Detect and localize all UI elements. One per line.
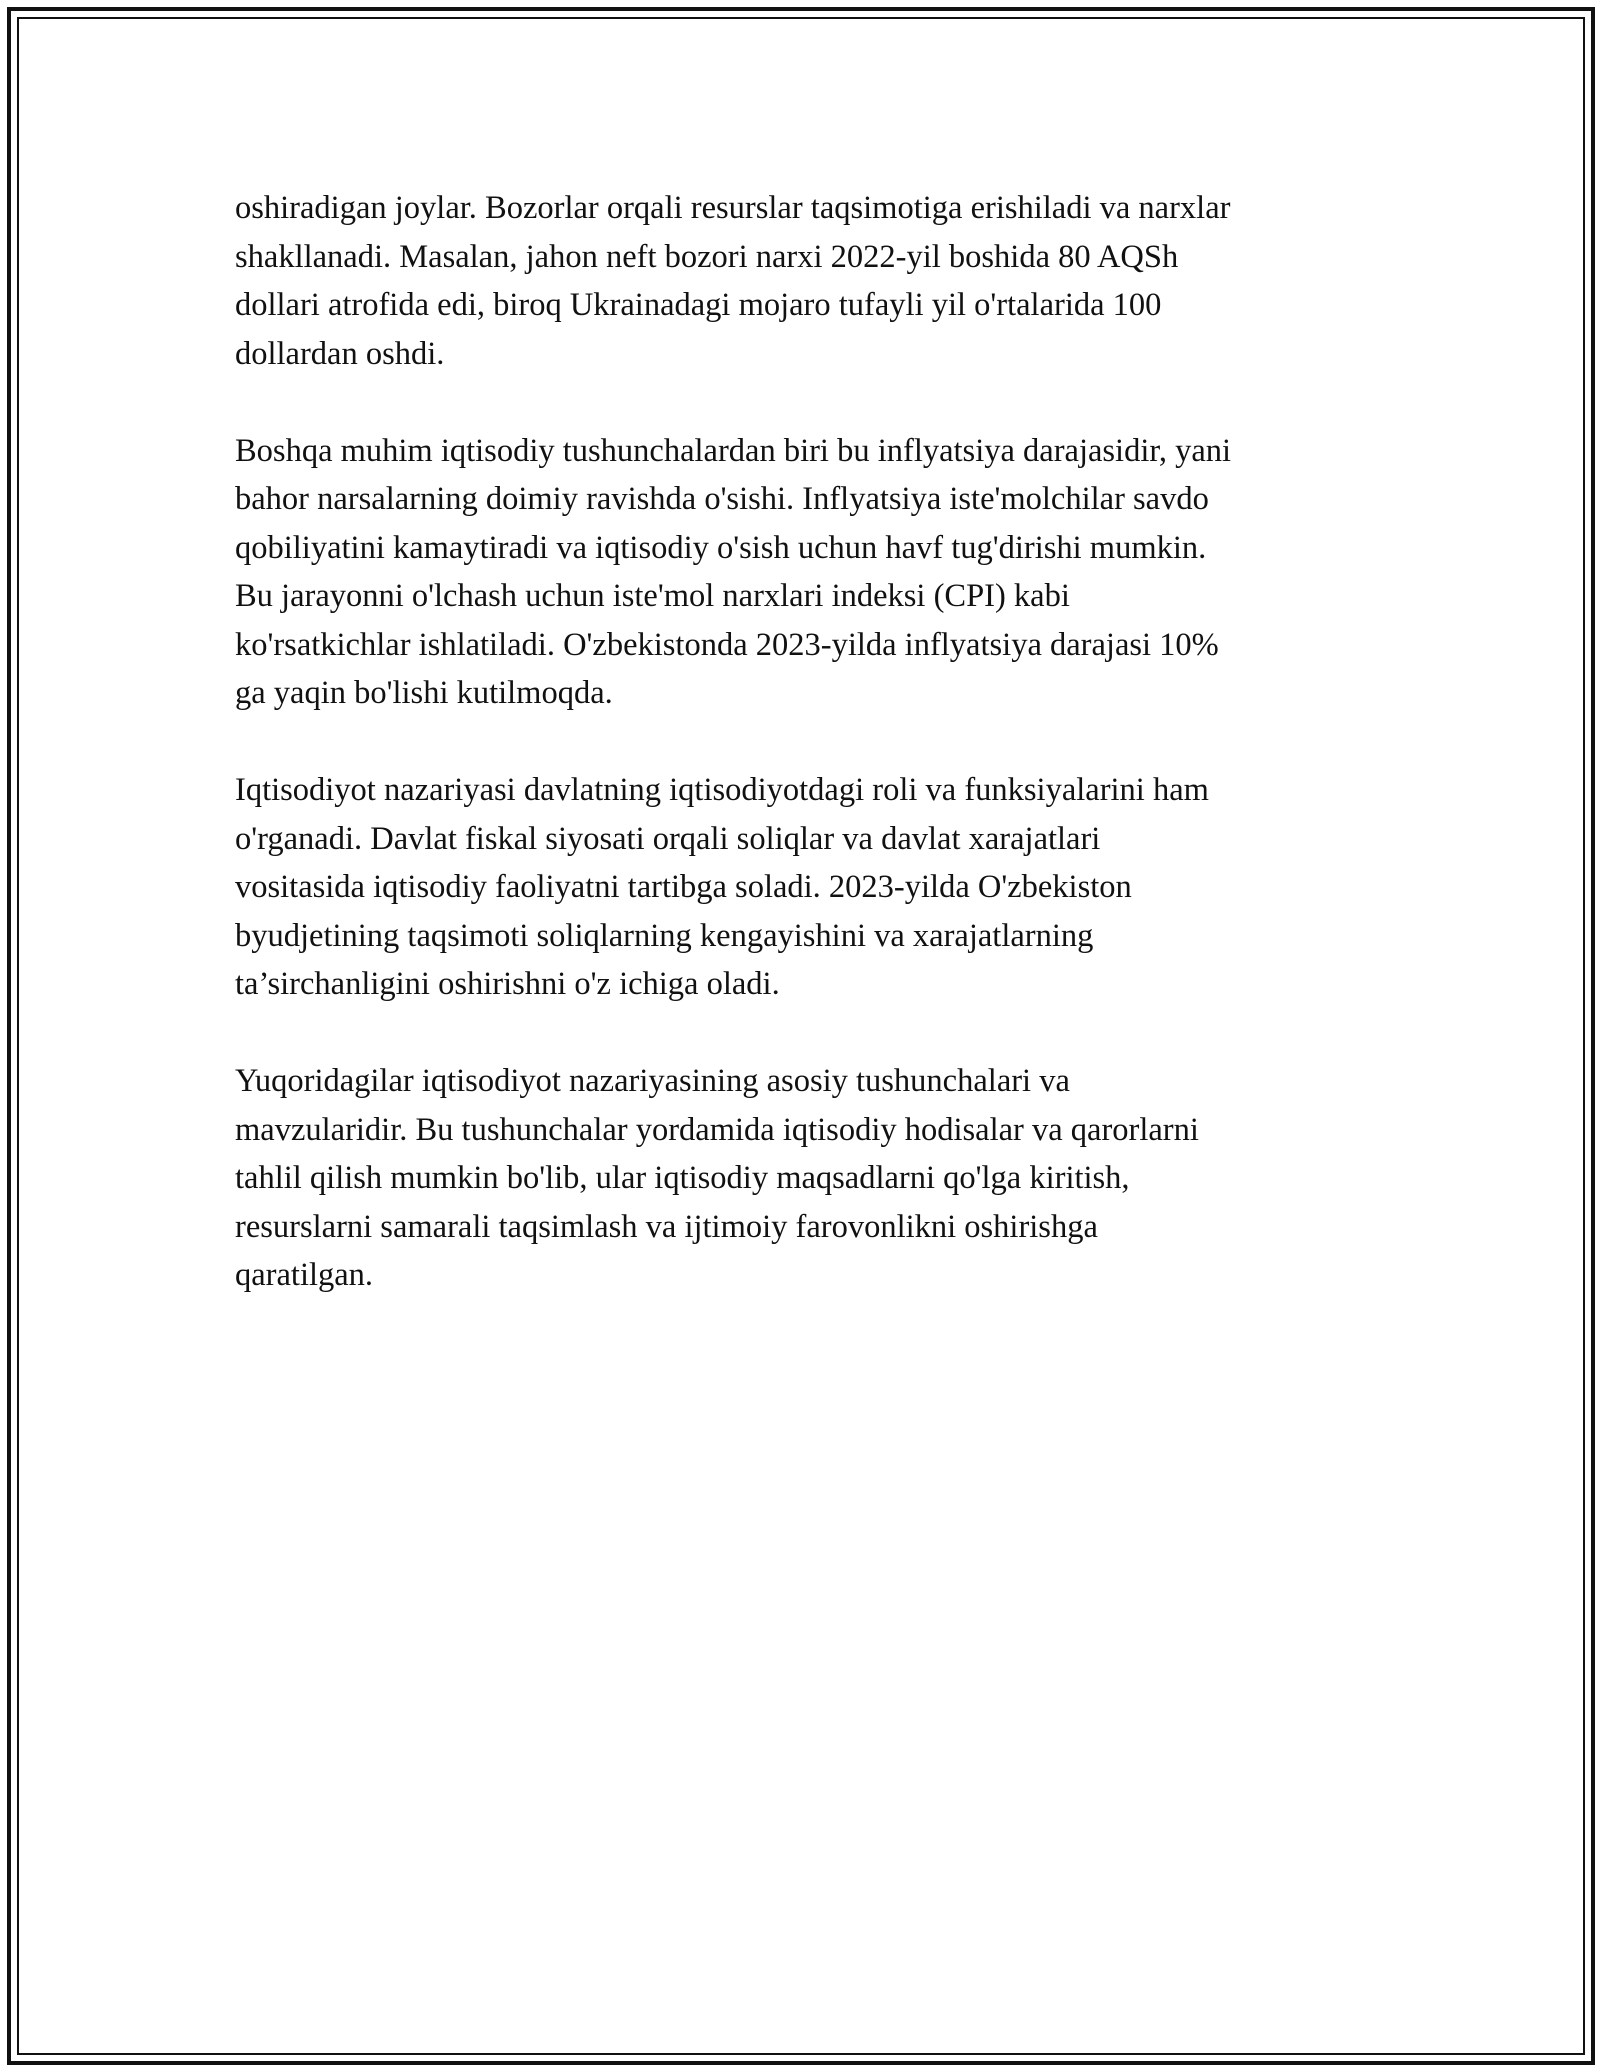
paragraph-fiscal-policy: Iqtisodiyot nazariyasi davlatning iqtisodiyotdagi roli va funksiyalarini ham o'rganadi. Davlat fiskal siyosati orqali soliqlar va davlat xarajatlari vositasida iqtisodiy faoliyatni tartibga soladi. 2023-yilda O'zbekiston byudjetining taqsimoti soliqlarning kengayishini va xarajatlarning ta’sirchanligini oshirishni o'z ichiga oladi. xyxy=(235,772,1209,1002)
paragraph-inflation: Boshqa muhim iqtisodiy tushunchalardan biri bu inflyatsiya darajasidir, yani bahor narsalarning doimiy ravishda o'sishi. Inflyatsiya iste'molchilar savdo qobiliyatini kamaytiradi va iqtisodiy o'sish uchun havf tug'dirishi mumkin. Bu jarayonni o'lchash uchun iste'mol narxlari indeksi (CPI) kabi ko'rsatkichlar ishlatiladi. O'zbekistonda 2023-yilda inflyatsiya darajasi 10% ga yaqin bo'lishi kutilmoqda. xyxy=(235,432,1232,711)
paragraph-markets: oshiradigan joylar. Bozorlar orqali resurslar taqsimotiga erishiladi va narxlar shakllanadi. Masalan, jahon neft bozori narxi 2022-yil boshida 80 AQSh dollari atrofida edi, biroq Ukrainadagi mojaro tufayli yil o'rtalarida 100 dollardan oshdi. xyxy=(235,190,1231,372)
paragraph-conclusion: Yuqoridagilar iqtisodiyot nazariyasining asosiy tushunchalari va mavzularidir. Bu tushunchalar yordamida iqtisodiy hodisalar va qarorlarni tahlil qilish mumkin bo'lib, ular iqtisodiy maqsadlarni qo'lga kiritish, resurslarni samarali taqsimlash va ijtimoiy farovonlikni oshirishga qaratilgan. xyxy=(235,1063,1199,1293)
document-body xyxy=(235,184,1375,1348)
